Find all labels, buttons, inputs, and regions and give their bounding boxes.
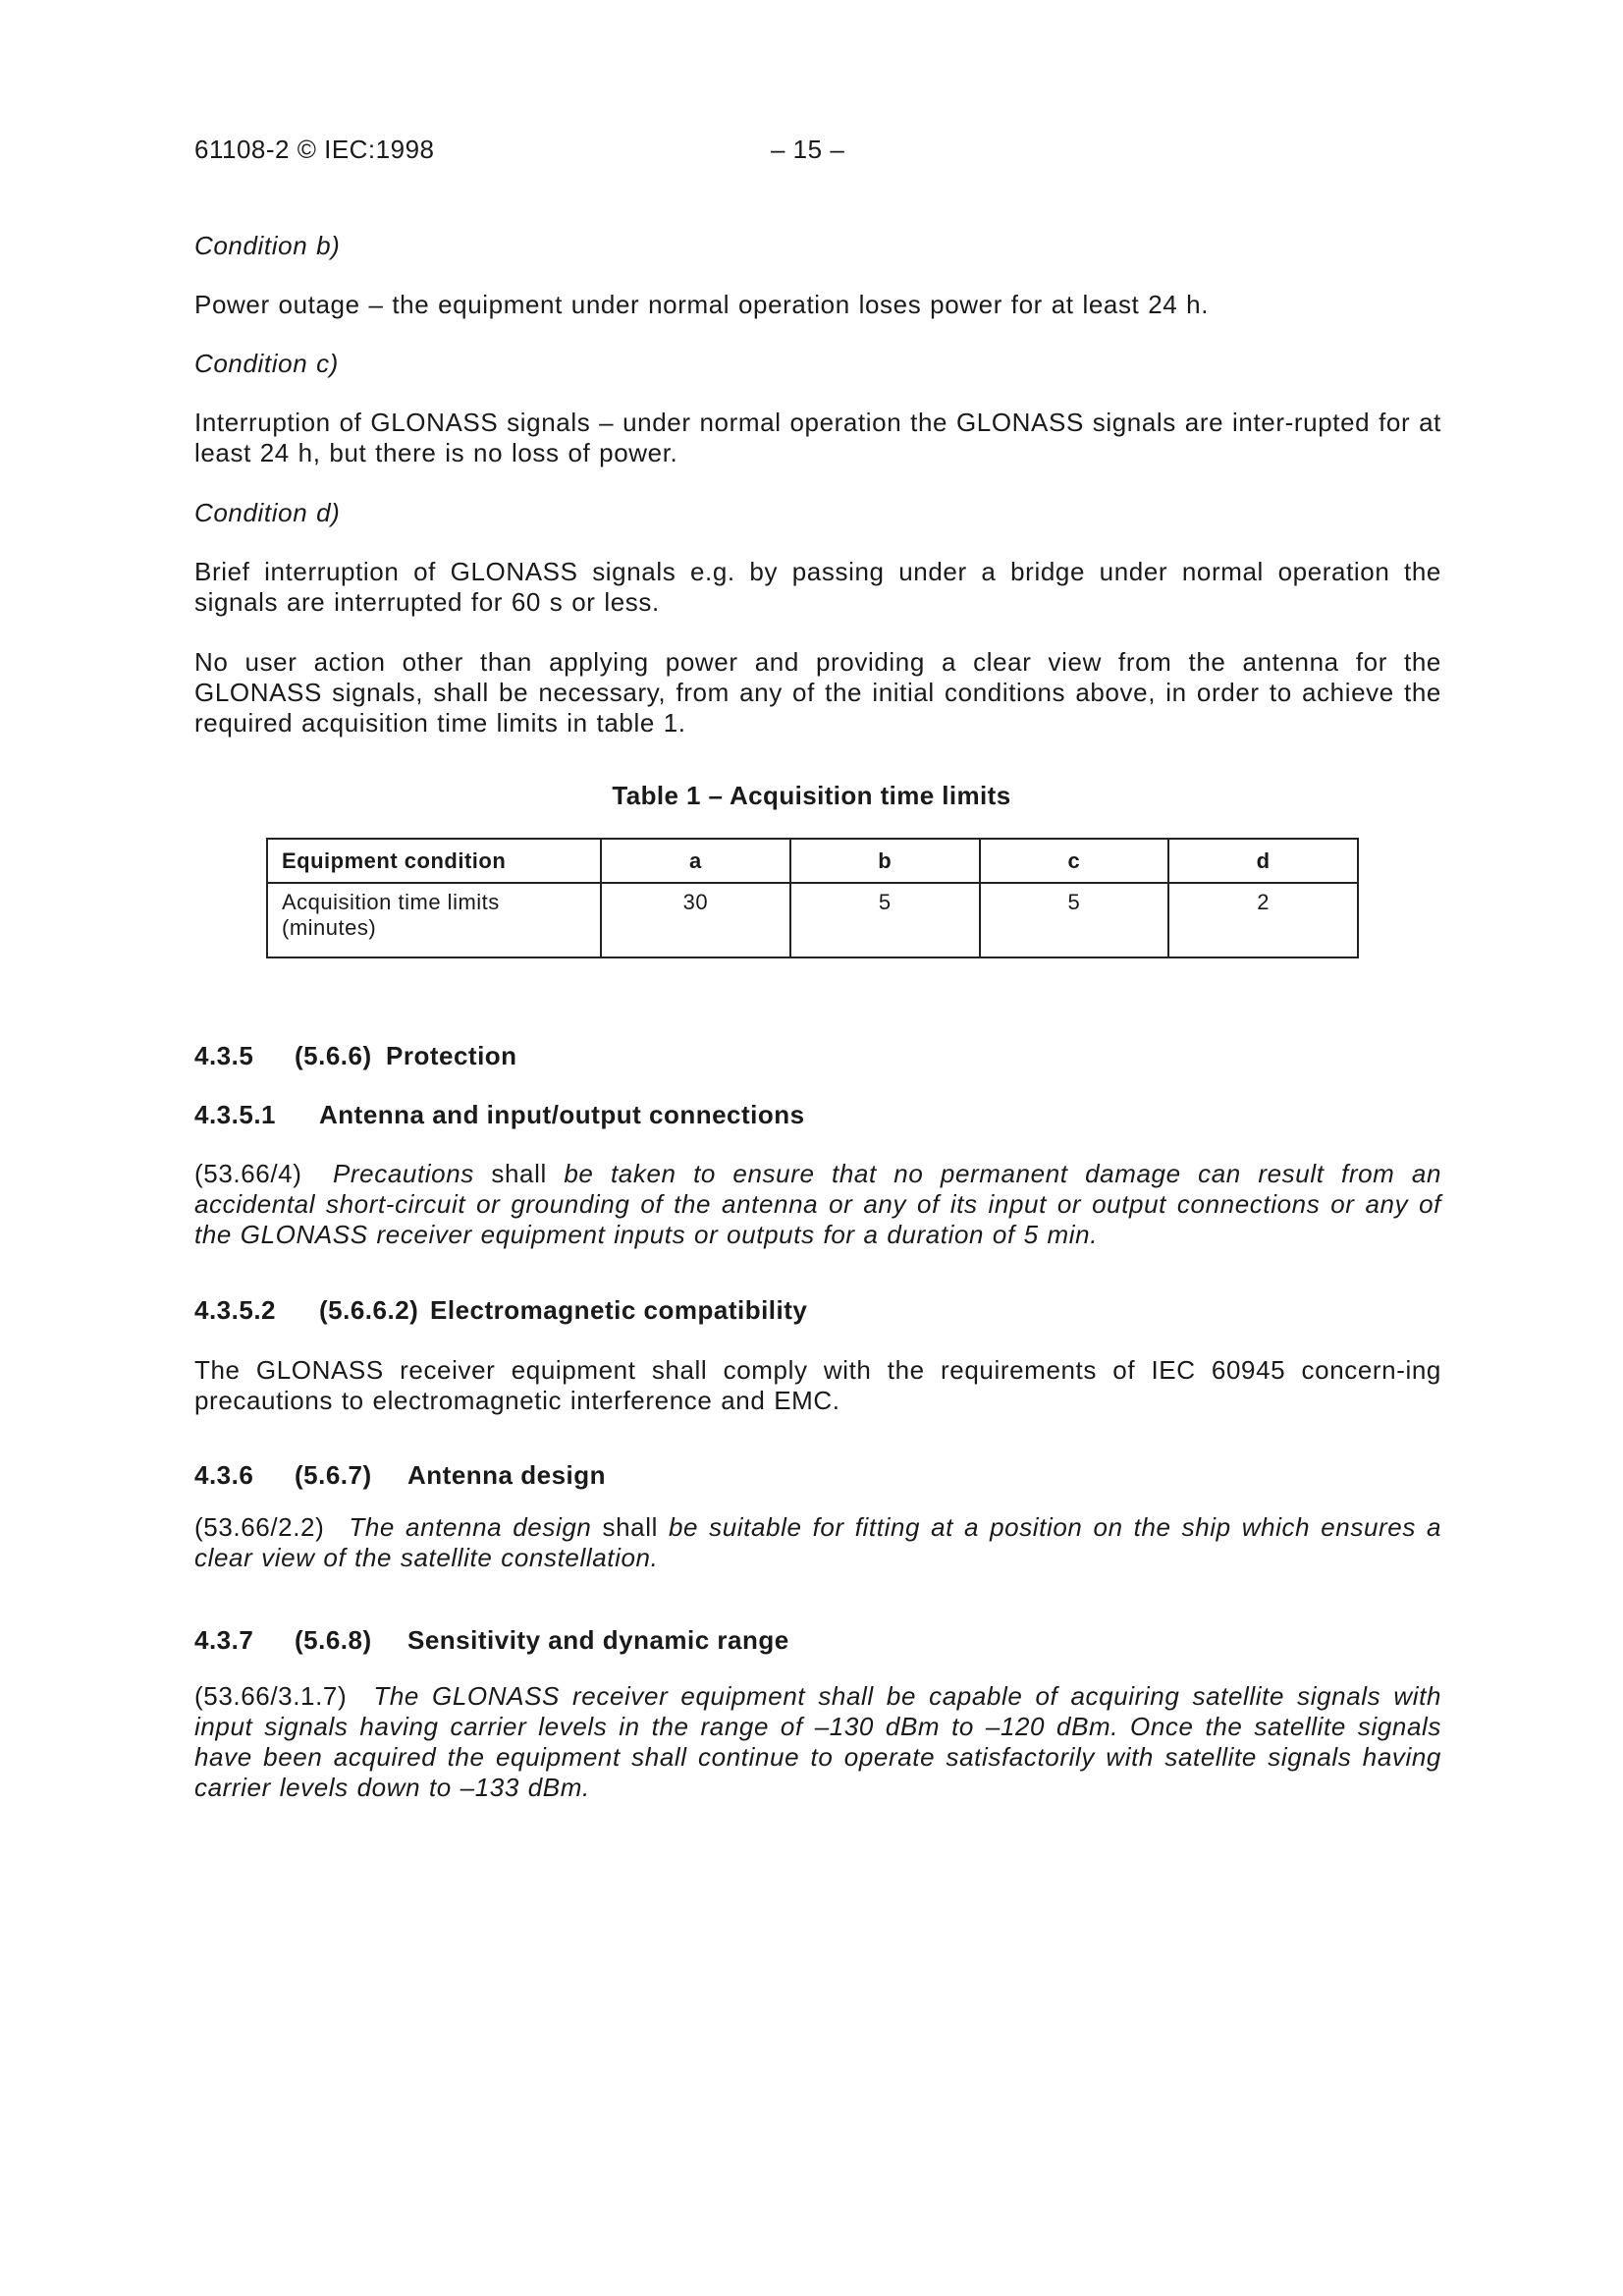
antenna-design-paragraph	[194, 1512, 1441, 1573]
condition-c-label: Condition c)	[194, 349, 339, 378]
document-id: 61108-2 © IEC:1998	[194, 135, 435, 164]
heading-title: Sensitivity and dynamic range	[407, 1625, 789, 1655]
heading-ref: (5.6.6)	[295, 1041, 372, 1070]
value-cell-b: 5	[790, 883, 980, 957]
table-caption: Table 1 – Acquisition time limits	[612, 781, 1011, 810]
heading-ref: (5.6.6.2)	[319, 1295, 419, 1325]
heading-title: Protection	[386, 1041, 517, 1070]
text-italic: be suitable for fitting at a position on the ship which ensures a clear view of the satellite constellation.	[194, 1512, 1442, 1572]
value-cell-c: 5	[980, 883, 1169, 957]
header-cell-d: d	[1168, 839, 1358, 883]
heading-ref: (5.6.8)	[295, 1625, 372, 1655]
header-cell-c: c	[980, 839, 1169, 883]
shall-keyword: shall	[491, 1159, 547, 1188]
heading-number: 4.3.5	[194, 1041, 254, 1070]
text-italic: be taken to ensure that no permanent damage can result from an accidental short-circuit or grounding of the antenna or any of its input or output connections or any of the GLONASS receiver equipment inputs or outputs for a duration of 5 min.	[194, 1159, 1442, 1249]
clause-reference: (53.66/2.2)	[194, 1512, 325, 1542]
heading-number: 4.3.6	[194, 1460, 254, 1490]
heading-title: Antenna design	[407, 1460, 607, 1490]
clause-reference: (53.66/4)	[194, 1159, 302, 1188]
table-row	[267, 883, 1358, 957]
heading-number: 4.3.5.2	[194, 1295, 277, 1325]
table-header-row	[267, 839, 1358, 883]
shall-keyword: shall	[602, 1512, 658, 1542]
header-cell-equipment-condition: Equipment condition	[267, 839, 601, 883]
page-number: – 15 –	[771, 135, 845, 164]
text-italic: The antenna design	[349, 1512, 592, 1542]
heading-title: Antenna and input/output connections	[319, 1100, 805, 1129]
header-cell-a: a	[601, 839, 790, 883]
no-user-action-paragraph: No user action other than applying power and providing a clear view from the antenna for the GLONASS signals, shall be necessary, from any of the initial conditions above, in order to achieve the required acquisition time limits in table 1.	[194, 647, 1441, 738]
text-italic: The GLONASS receiver equipment shall be capable of acquiring satellite signals with input signals having carrier levels in the range of –130 dBm to –120 dBm. Once the satellite signals have been acquired the equipment shall continue to operate satisfactorily with satellite signals having carrier levels down to –133 dBm.	[194, 1681, 1442, 1802]
acquisition-time-table	[266, 838, 1359, 958]
text-italic: Precautions	[332, 1159, 474, 1188]
antenna-connections-paragraph	[194, 1159, 1441, 1250]
condition-d-label: Condition d)	[194, 498, 341, 527]
sensitivity-paragraph	[194, 1681, 1441, 1803]
heading-ref: (5.6.7)	[295, 1460, 372, 1490]
value-cell-d: 2	[1168, 883, 1358, 957]
value-cell-a: 30	[601, 883, 790, 957]
condition-d-text: Brief interruption of GLONASS signals e.g. by passing under a bridge under normal operation the signals are interrupted for 60 s or less.	[194, 557, 1441, 617]
emc-paragraph: The GLONASS receiver equipment shall comply with the requirements of IEC 60945 concern-ing precautions to electromagnetic interference and EMC.	[194, 1355, 1441, 1415]
heading-number: 4.3.5.1	[194, 1100, 277, 1129]
condition-b-text: Power outage – the equipment under normal operation loses power for at least 24 h.	[194, 290, 1210, 319]
heading-number: 4.3.7	[194, 1625, 254, 1655]
condition-b-label: Condition b)	[194, 231, 341, 260]
clause-reference: (53.66/3.1.7)	[194, 1681, 348, 1711]
row-label-acquisition-time-limits: Acquisition time limits (minutes)	[267, 883, 601, 957]
condition-c-text: Interruption of GLONASS signals – under normal operation the GLONASS signals are inter-rupted for at least 24 h, but there is no loss of power.	[194, 408, 1441, 467]
header-cell-b: b	[790, 839, 980, 883]
heading-title: Electromagnetic compatibility	[430, 1295, 808, 1325]
